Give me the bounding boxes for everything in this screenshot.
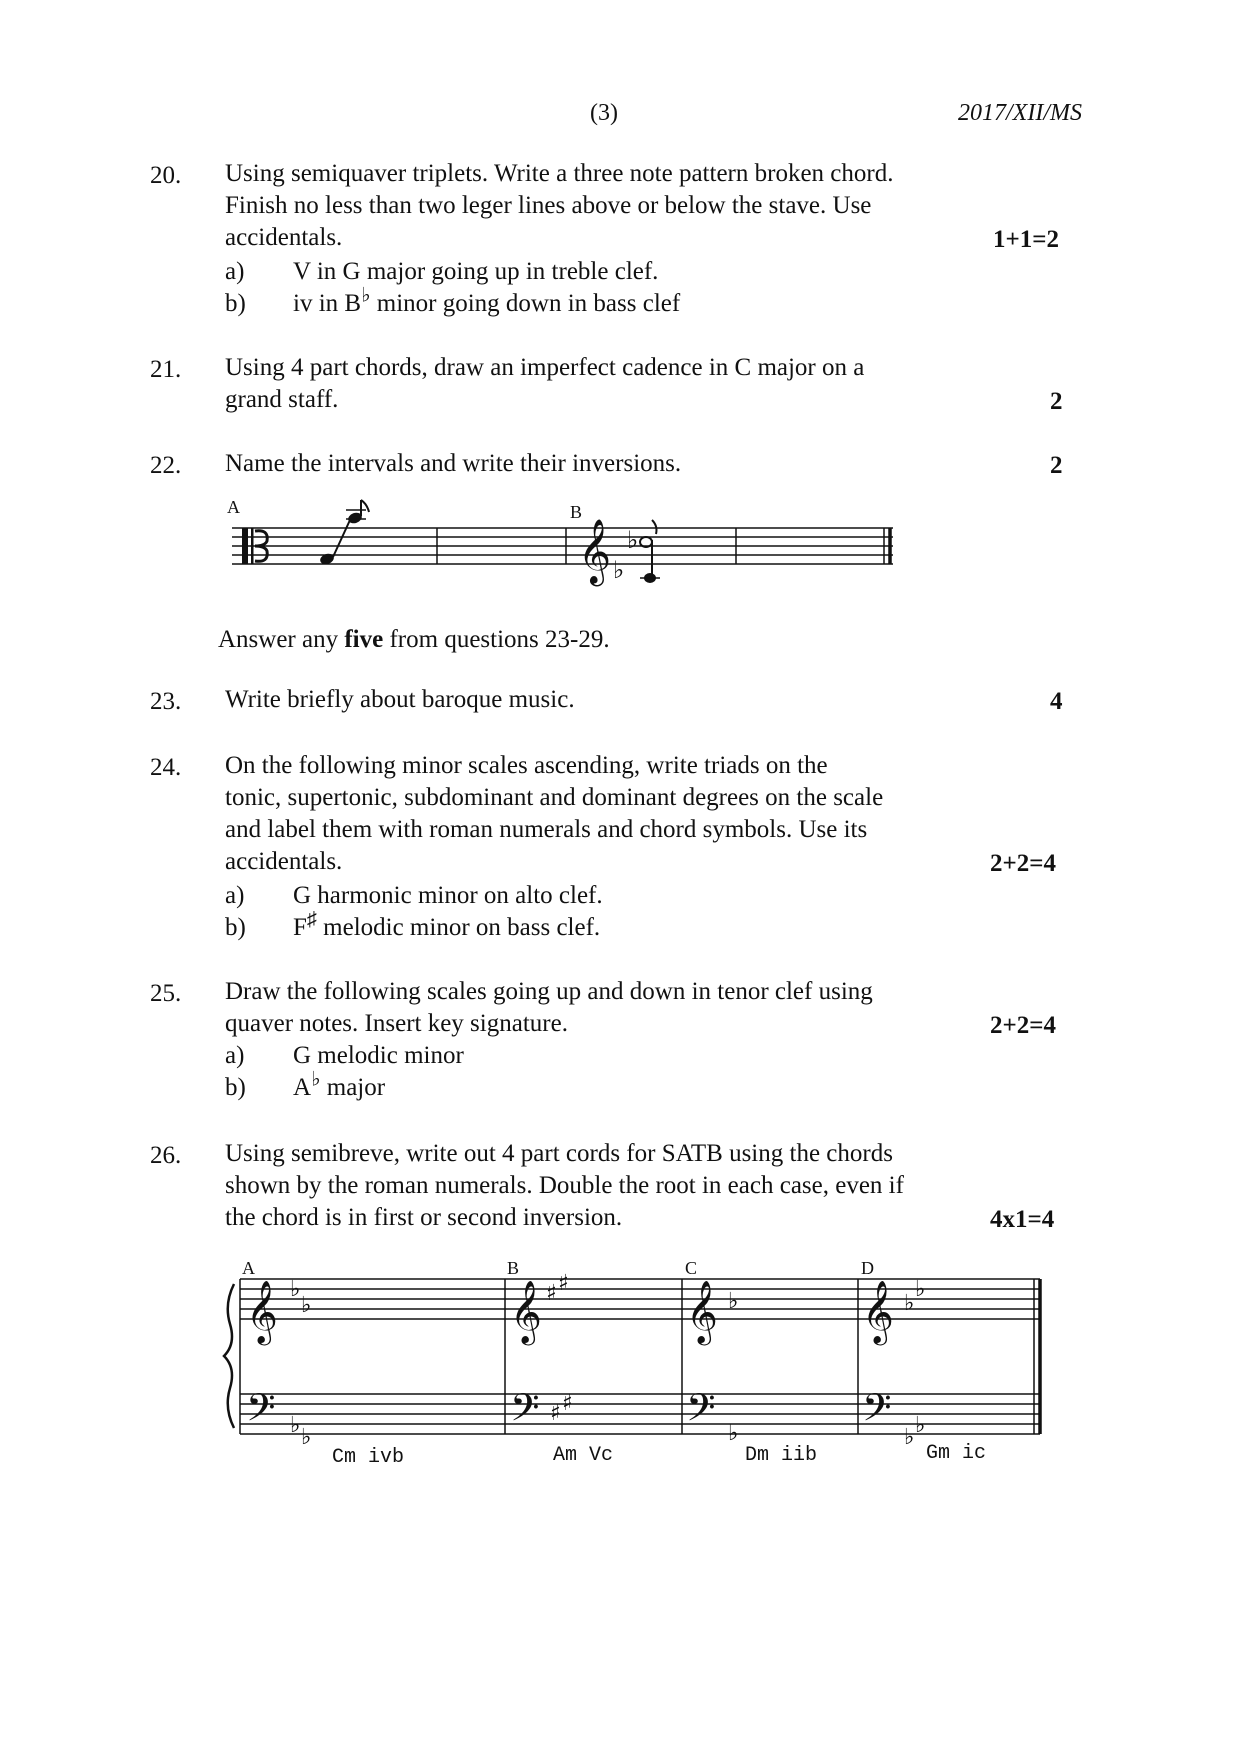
question-text-line: accidentals. <box>225 224 343 251</box>
question-text-line: Using semibreve, write out 4 part cords for SATB using the chords <box>225 1140 893 1167</box>
sharp-icon: ♯ <box>558 1271 569 1296</box>
staff-label: A <box>227 497 240 517</box>
flat-symbol: ♭ <box>311 1068 321 1091</box>
sharp-symbol: ♯ <box>306 908 317 931</box>
question-text-line: Using 4 part chords, draw an imperfect cadence in C major on a <box>225 354 865 381</box>
bass-clef-icon: 𝄢 <box>510 1385 540 1439</box>
flat-icon: ♭ <box>915 1277 926 1302</box>
instruction-bold: five <box>344 626 384 653</box>
chord-label: Cm ivb <box>332 1446 405 1469</box>
treble-clef-icon: 𝄞 <box>510 1280 542 1343</box>
sub-text-post: minor going down in bass clef <box>370 290 681 317</box>
question-text-line: the chord is in first or second inversion. <box>225 1204 623 1231</box>
question-text-line: Name the intervals and write their inversions. <box>225 450 682 477</box>
paper-code: 2017/XII/MS <box>958 100 1082 126</box>
question-text-line: Draw the following scales going up and down in tenor clef using <box>225 978 873 1005</box>
question-text-line: accidentals. <box>225 848 343 875</box>
flat-icon: ♭ <box>301 1293 312 1318</box>
measure-label: D <box>861 1258 874 1278</box>
flat-icon: ♭ <box>301 1425 312 1450</box>
question-text-line: Using semiquaver triplets. Write a three note pattern broken chord. <box>225 160 894 187</box>
sub-text-pre: iv in B <box>293 290 362 317</box>
bass-clef-icon: 𝄢 <box>686 1385 716 1439</box>
question-text-line: Write briefly about baroque music. <box>225 686 575 713</box>
question-marks: 2 <box>1050 452 1063 479</box>
sub-text: G harmonic minor on alto clef. <box>293 882 603 909</box>
brace-icon <box>224 1284 234 1428</box>
chord-label: Dm iib <box>745 1444 818 1467</box>
question-number: 20. <box>150 162 182 189</box>
question-text-line: tonic, supertonic, subdominant and dominant degrees on the scale <box>225 784 884 811</box>
question-number: 25. <box>150 980 182 1007</box>
svg-text:♭: ♭ <box>627 526 639 554</box>
sub-text: G melodic minor <box>293 1042 464 1069</box>
question-marks: 4 <box>1050 688 1063 715</box>
question-marks: 2+2=4 <box>990 1012 1056 1039</box>
instruction-post: from questions 23-29. <box>383 626 610 653</box>
measure-label: C <box>685 1258 698 1278</box>
treble-clef-icon: 𝄞 <box>862 1280 894 1343</box>
chord-label: Am Vc <box>553 1444 614 1467</box>
question-text-line: and label them with roman numerals and chord symbols. Use its <box>225 816 868 843</box>
svg-text:𝄞: 𝄞 <box>578 519 612 584</box>
sub-label: b) <box>225 914 246 941</box>
question-text-line: shown by the roman numerals. Double the root in each case, even if <box>225 1172 904 1199</box>
sub-label: a) <box>225 882 245 909</box>
question-text-line: On the following minor scales ascending, write triads on the <box>225 752 828 779</box>
flat-icon: ♭ <box>728 1421 739 1446</box>
question-number: 21. <box>150 356 182 383</box>
svg-text:♭: ♭ <box>613 556 625 584</box>
flat-icon: ♭ <box>904 1291 915 1316</box>
sub-label: b) <box>225 290 246 317</box>
question-number: 26. <box>150 1142 182 1169</box>
sharp-icon: ♯ <box>562 1391 573 1416</box>
treble-clef-icon: 𝄞 <box>686 1280 718 1343</box>
chord-label: Gm ic <box>926 1442 987 1465</box>
measure-c-clefs <box>686 1280 738 1446</box>
instruction-pre: Answer any <box>218 626 345 653</box>
question-marks: 2+2=4 <box>990 850 1056 877</box>
staff-label: B <box>570 502 583 522</box>
question-text-line: grand staff. <box>225 386 339 413</box>
sub-text-pre: A <box>293 1074 312 1101</box>
question-marks: 1+1=2 <box>993 226 1059 253</box>
flat-icon: ♭ <box>290 1277 301 1302</box>
sub-label: a) <box>225 258 245 285</box>
question-number: 23. <box>150 688 182 715</box>
question-marks: 4x1=4 <box>990 1206 1055 1233</box>
page-number: (3) <box>590 100 618 126</box>
flat-icon: ♭ <box>290 1413 301 1438</box>
sub-text: V in G major going up in treble clef. <box>293 258 659 285</box>
question-marks: 2 <box>1050 388 1063 415</box>
measure-label: B <box>507 1258 520 1278</box>
bass-clef-icon: 𝄢 <box>862 1385 892 1439</box>
flat-icon: ♭ <box>915 1413 926 1438</box>
flat-icon: ♭ <box>728 1289 739 1314</box>
measure-label: A <box>242 1258 255 1278</box>
sharp-icon: ♯ <box>550 1401 561 1426</box>
sub-text-pre: F <box>293 914 307 941</box>
question-text-line: quaver notes. Insert key signature. <box>225 1010 568 1037</box>
sub-text-post: major <box>320 1074 386 1101</box>
sub-label: b) <box>225 1074 246 1101</box>
question-number: 24. <box>150 754 182 781</box>
question-number: 22. <box>150 452 182 479</box>
question-text-line: Finish no less than two leger lines above or below the stave. Use <box>225 192 872 219</box>
flat-icon: ♭ <box>904 1425 915 1450</box>
sub-label: a) <box>225 1042 245 1069</box>
sub-text-post: melodic minor on bass clef. <box>316 914 601 941</box>
flat-symbol: ♭ <box>361 284 371 307</box>
sharp-icon: ♯ <box>546 1281 557 1306</box>
bass-clef-icon: 𝄢 <box>246 1385 276 1439</box>
treble-clef-icon: 𝄞 <box>246 1280 278 1343</box>
